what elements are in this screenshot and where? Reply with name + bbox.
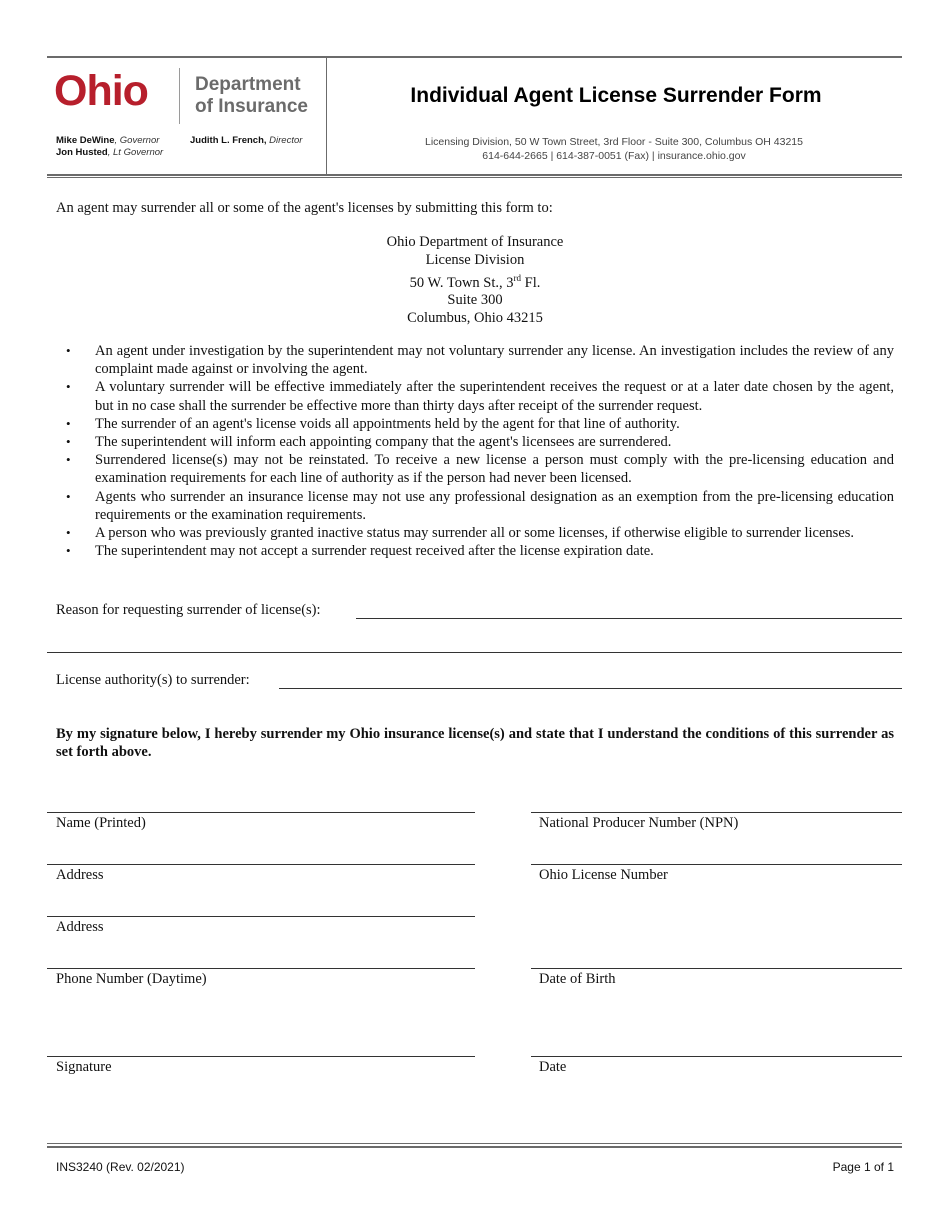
governor-name: Mike DeWine [56, 135, 115, 146]
npn-line[interactable] [531, 812, 902, 813]
lt-governor-role: , Lt Governor [107, 147, 164, 158]
phone-line[interactable] [47, 968, 475, 969]
footer-rule-thick [47, 1146, 902, 1148]
list-item: • Surrendered license(s) may not be reinstated. To receive a new license a person must comply with the pre-licensing education and examination requirements for each line of authority as if the person had never been licensed. [66, 452, 894, 487]
address-line-1: Ohio Department of Insurance [386, 234, 564, 250]
name-printed-line[interactable] [47, 812, 475, 813]
list-item: • The surrender of an agent's license voids all appointments held by the agent for that line of authority. [66, 415, 680, 432]
phone-label: Phone Number (Daytime) [56, 971, 207, 987]
mailing-address [0, 234, 950, 328]
director-name: Judith L. French, [190, 135, 267, 146]
date-label: Date [539, 1059, 567, 1075]
header-top-rule [47, 56, 902, 58]
address-line-field-1[interactable] [47, 864, 475, 865]
reason-input-line-2[interactable] [47, 652, 902, 653]
address-line-2: License Division [425, 251, 525, 268]
intro-text: An agent may surrender all or some of the agent's licenses by submitting this form to: [56, 200, 553, 216]
dept-line-2: of Insurance [195, 96, 308, 117]
form-id: INS3240 (Rev. 02/2021) [56, 1160, 185, 1174]
list-item: • The superintendent may not accept a surrender request received after the license expiration date. [66, 543, 654, 560]
list-item: • Agents who surrender an insurance license may not use any professional designation as an exemption from the pre-licensing education requirements or the examination requirements. [66, 488, 894, 523]
ohio-logo: Ohio [54, 67, 148, 115]
npn-label: National Producer Number (NPN) [539, 815, 739, 831]
governor-role: , Governor [114, 135, 160, 146]
department-name [195, 74, 308, 118]
list-item: • An agent under investigation by the superintendent may not voluntary surrender any license. An investigation includes the review of any complaint made against or involving the agent. [66, 343, 894, 378]
signature-line[interactable] [47, 1056, 475, 1057]
certification-statement: By my signature below, I hereby surrender my Ohio insurance license(s) and state that I understand the conditions of this surrender as set forth above. [56, 726, 894, 760]
dob-label: Date of Birth [539, 971, 616, 987]
signature-label: Signature [56, 1059, 112, 1075]
address-line-field-2[interactable] [47, 916, 475, 917]
header-bottom-rule-thin [47, 177, 902, 178]
logo-divider [179, 68, 180, 124]
dob-line[interactable] [531, 968, 902, 969]
address-line-3: 50 W. Town St., 3rd Fl. [409, 272, 541, 291]
date-line[interactable] [531, 1056, 902, 1057]
address-line-4: Suite 300 [447, 292, 503, 309]
dept-line-1: Department [195, 74, 301, 95]
director-credits [190, 135, 302, 147]
lt-governor-name: Jon Husted [56, 147, 108, 158]
footer-rule [47, 1143, 902, 1144]
list-item: • A person who was previously granted inactive status may surrender all or some licenses, if otherwise eligible to surrender licenses. [66, 525, 855, 542]
conditions-list [56, 342, 894, 560]
authority-label: License authority(s) to surrender: [56, 672, 250, 688]
director-role: Director [269, 135, 303, 146]
ohio-license-line[interactable] [531, 864, 902, 865]
list-item: • A voluntary surrender will be effective immediately after the superintendent receives the request or at a later date chosen by the agent, but in no case shall the surrender be effective more than thirty days after receipt of the surrender request. [66, 379, 894, 414]
header-bottom-rule [47, 174, 902, 176]
name-printed-label: Name (Printed) [56, 815, 146, 831]
page-number: Page 1 of 1 [832, 1160, 894, 1174]
address-line-5: Columbus, Ohio 43215 [407, 310, 543, 327]
header-divider [326, 58, 327, 175]
address-label-2: Address [56, 919, 104, 935]
division-address: Licensing Division, 50 W Town Street, 3rd Floor - Suite 300, Columbus OH 43215 [425, 136, 803, 148]
governor-credits [56, 135, 163, 159]
form-title: Individual Agent License Surrender Form [410, 84, 822, 107]
division-info [330, 135, 898, 163]
list-item: • The superintendent will inform each appointing company that the agent's licensees are surrendered. [66, 434, 672, 451]
authority-input-line[interactable] [279, 688, 902, 689]
division-contact: 614-644-2665 | 614-387-0051 (Fax) | insurance.ohio.gov [482, 150, 746, 162]
reason-label: Reason for requesting surrender of license(s): [56, 602, 321, 618]
reason-input-line[interactable] [356, 618, 902, 619]
ohio-license-label: Ohio License Number [539, 867, 668, 883]
address-label-1: Address [56, 867, 104, 883]
